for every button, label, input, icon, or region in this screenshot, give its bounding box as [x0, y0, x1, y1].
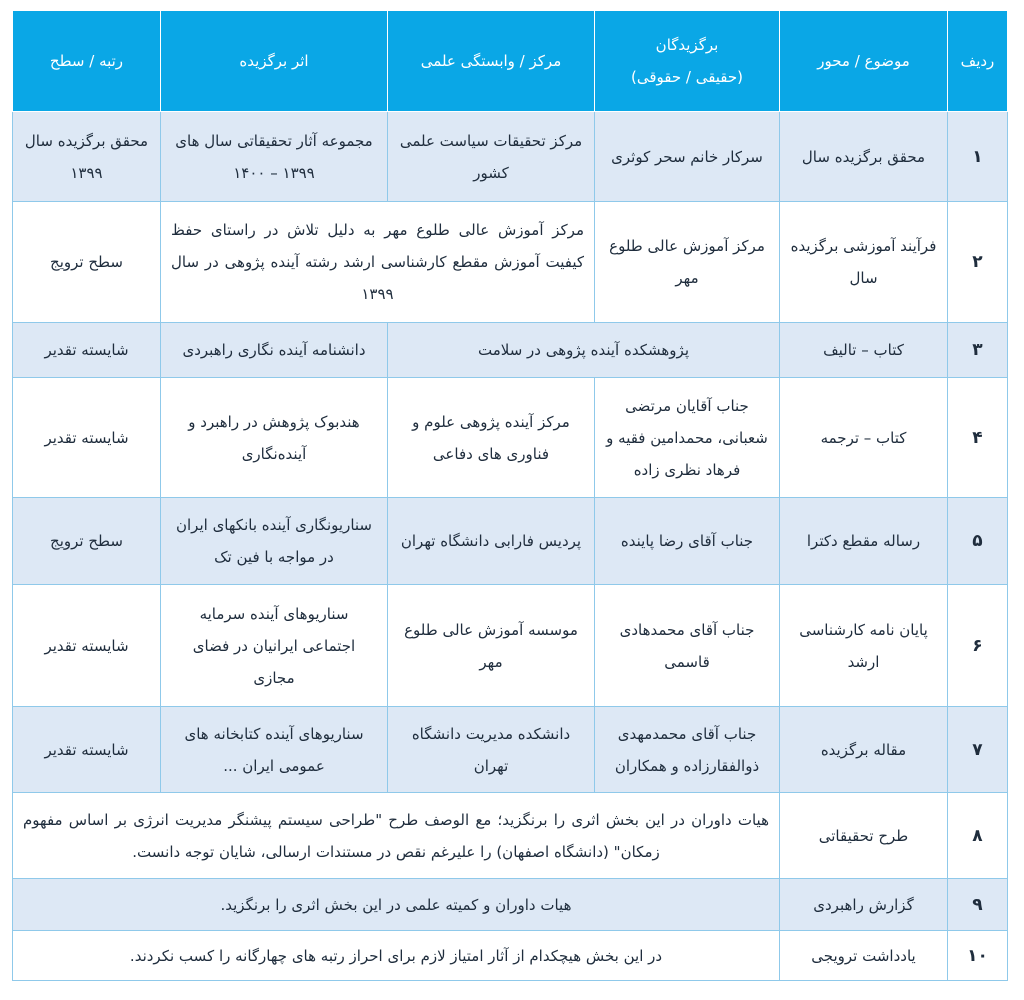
row-topic: گزارش راهبردی: [780, 879, 948, 931]
table-row: [13, 879, 1008, 931]
header-winners: [595, 11, 780, 112]
row-winner: جناب آقایان مرتضی شعبانی، محمدامین فقیه و فرهاد نظری زاده: [595, 378, 780, 498]
table-row: [13, 498, 1008, 585]
awards-table: [12, 10, 1008, 981]
row-work: مجموعه آثار تحقیقاتی سال های ۱۳۹۹ – ۱۴۰۰: [161, 112, 388, 202]
header-winners-line1: برگزیدگان: [655, 36, 719, 54]
row-rank: سطح ترویج: [13, 498, 161, 585]
table-row: [13, 202, 1008, 323]
table-row: [13, 707, 1008, 793]
row-number: ۹: [948, 879, 1008, 931]
table-row: [13, 323, 1008, 378]
row-work: هندبوک پژوهش در راهبرد و آینده‌نگاری: [161, 378, 388, 498]
table-row: [13, 378, 1008, 498]
header-row-number: ردیف: [948, 11, 1008, 112]
header-rank: رتبه / سطح: [13, 11, 161, 112]
row-center: پردیس فارابی دانشگاه تهران: [388, 498, 595, 585]
row-number: ۱: [948, 112, 1008, 202]
row-topic: یادداشت ترویجی: [780, 931, 948, 981]
row-topic: رساله مقطع دکترا: [780, 498, 948, 585]
row-rank: محقق برگزیده سال ۱۳۹۹: [13, 112, 161, 202]
table-row: [13, 112, 1008, 202]
row-number: ۴: [948, 378, 1008, 498]
row-number: ۱۰: [948, 931, 1008, 981]
row-center: دانشکده مدیریت دانشگاه تهران: [388, 707, 595, 793]
row-rank: شایسته تقدیر: [13, 585, 161, 707]
row-rank: شایسته تقدیر: [13, 323, 161, 378]
header-topic: موضوع / محور: [780, 11, 948, 112]
row-number: ۵: [948, 498, 1008, 585]
row-topic: محقق برگزیده سال: [780, 112, 948, 202]
row-winner: جناب آقای رضا پاینده: [595, 498, 780, 585]
row-center: موسسه آموزش عالی طلوع مهر: [388, 585, 595, 707]
row-winner: سرکار خانم سحر کوثری: [595, 112, 780, 202]
row-note: هیات داوران در این بخش اثری را برنگزید؛ مع الوصف طرح "طراحی سیستم پیشنگر مدیریت انرژی بر اساس مفهوم زمکان" (دانشگاه اصفهان) را علیرغم نقص در مستندات ارسالی، شایان توجه دانست.: [13, 793, 780, 879]
row-rank: سطح ترویج: [13, 202, 161, 323]
row-note: هیات داوران و کمیته علمی در این بخش اثری را برنگزید.: [13, 879, 780, 931]
row-work-merged: مرکز آموزش عالی طلوع مهر به دلیل تلاش در راستای حفظ کیفیت آموزش مقطع کارشناسی ارشد رشته آینده پژوهی در سال ۱۳۹۹: [161, 202, 595, 323]
row-work: دانشنامه آینده نگاری راهبردی: [161, 323, 388, 378]
header-row: [13, 11, 1008, 112]
row-center: مرکز آینده پژوهی علوم و فناوری های دفاعی: [388, 378, 595, 498]
row-topic: پایان نامه کارشناسی ارشد: [780, 585, 948, 707]
table-row: [13, 793, 1008, 879]
header-center: مرکز / وابستگی علمی: [388, 11, 595, 112]
row-center: مرکز تحقیقات سیاست علمی کشور: [388, 112, 595, 202]
row-topic: طرح تحقیقاتی: [780, 793, 948, 879]
awards-table-container: [12, 10, 1007, 981]
row-number: ۷: [948, 707, 1008, 793]
row-work: سناریوهای آینده کتابخانه های عمومی ایران ...: [161, 707, 388, 793]
row-winner: جناب آقای محمدمهدی ذوالفقارزاده و همکاران: [595, 707, 780, 793]
table-row: [13, 931, 1008, 981]
row-number: ۶: [948, 585, 1008, 707]
row-winner: جناب آقای محمدهادی قاسمی: [595, 585, 780, 707]
row-winner: مرکز آموزش عالی طلوع مهر: [595, 202, 780, 323]
table-row: [13, 585, 1008, 707]
row-topic: کتاب – تالیف: [780, 323, 948, 378]
row-note: در این بخش هیچکدام از آثار امتیاز لازم برای احراز رتبه های چهارگانه را کسب نکردند.: [13, 931, 780, 981]
row-rank: شایسته تقدیر: [13, 707, 161, 793]
row-number: ۳: [948, 323, 1008, 378]
row-rank: شایسته تقدیر: [13, 378, 161, 498]
row-work: سناریوهای آینده سرمایه اجتماعی ایرانیان در فضای مجازی: [161, 585, 388, 707]
row-work: سناریونگاری آینده بانکهای ایران در مواجه با فین تک: [161, 498, 388, 585]
row-topic: کتاب – ترجمه: [780, 378, 948, 498]
row-number: ۸: [948, 793, 1008, 879]
row-topic: فرآیند آموزشی برگزیده سال: [780, 202, 948, 323]
header-winners-line2: (حقیقی / حقوقی): [630, 68, 744, 86]
row-topic: مقاله برگزیده: [780, 707, 948, 793]
row-winner-center-merged: پژوهشکده آینده پژوهی در سلامت: [388, 323, 780, 378]
header-work: اثر برگزیده: [161, 11, 388, 112]
row-number: ۲: [948, 202, 1008, 323]
